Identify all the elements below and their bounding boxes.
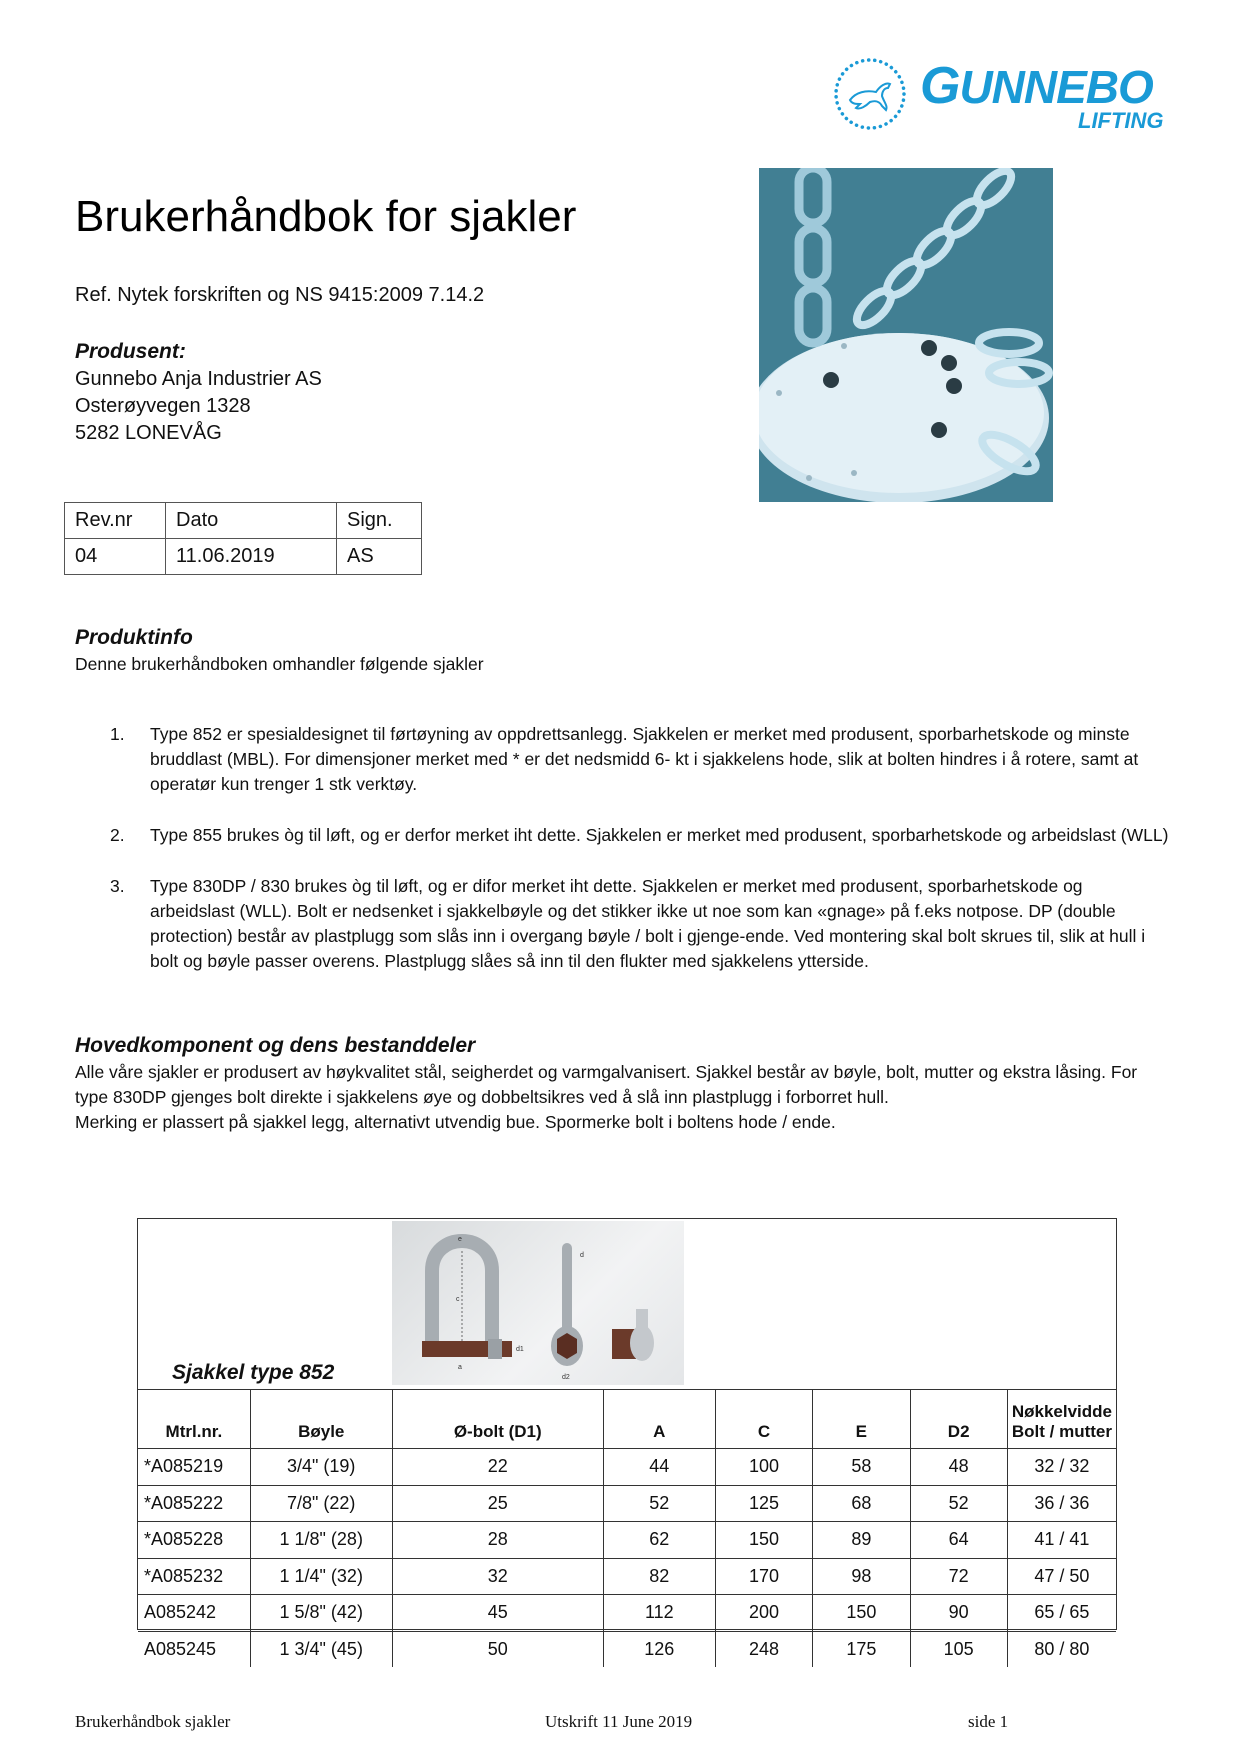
footer-print-date: Utskrift 11 June 2019 bbox=[545, 1712, 693, 1731]
cell-d2: 72 bbox=[910, 1558, 1007, 1595]
revision-table bbox=[64, 502, 422, 575]
list-number: 2. bbox=[110, 825, 125, 845]
cell-d2: 52 bbox=[910, 1485, 1007, 1522]
cell-a: 52 bbox=[603, 1485, 715, 1522]
revision-header-row bbox=[65, 503, 422, 539]
cell-wrench-size: 41 / 41 bbox=[1007, 1522, 1116, 1559]
header-sign: Sign. bbox=[337, 503, 422, 539]
footer-page-number: side 1 bbox=[968, 1712, 1009, 1731]
list-item bbox=[110, 823, 1170, 848]
list-item bbox=[110, 722, 1170, 797]
table-row bbox=[138, 1595, 1116, 1632]
cell-d2: 105 bbox=[910, 1631, 1007, 1667]
list-number: 1. bbox=[110, 724, 125, 744]
cell-wrench-size: 32 / 32 bbox=[1007, 1449, 1116, 1486]
svg-text:d: d bbox=[580, 1252, 584, 1259]
cell-e: 89 bbox=[813, 1522, 910, 1559]
gunnebo-lifting-logo bbox=[832, 52, 1182, 152]
cell-c: 100 bbox=[715, 1449, 812, 1486]
cell-boyle: 1 5/8" (42) bbox=[250, 1595, 392, 1632]
cell-e: 150 bbox=[813, 1595, 910, 1632]
svg-text:d1: d1 bbox=[516, 1346, 524, 1353]
cell-wrench-size: 47 / 50 bbox=[1007, 1558, 1116, 1595]
cell-e: 98 bbox=[813, 1558, 910, 1595]
sign-value: AS bbox=[337, 539, 422, 575]
header-boyle: Bøyle bbox=[250, 1390, 392, 1449]
list-text: Type 852 er spesialdesignet til førtøyning av oppdrettsanlegg. Sjakkelen er merket med produsent, sporbarhetskode og minste bruddlast (MBL). For dimensjoner merket med * er det nedsmidd 6- kt i sjakkelens hode, slik at bolten hindres i å rotere, samt at operatør kun trenger 1 stk verktøy. bbox=[150, 724, 1139, 794]
produktinfo-heading: Produktinfo bbox=[75, 626, 193, 649]
cell-bolt-d1: 28 bbox=[392, 1522, 603, 1559]
cell-c: 170 bbox=[715, 1558, 812, 1595]
producer-city: 5282 LONEVÅG bbox=[75, 422, 222, 444]
svg-text:e: e bbox=[458, 1236, 462, 1243]
cell-c: 150 bbox=[715, 1522, 812, 1559]
table-row bbox=[138, 1485, 1116, 1522]
cell-boyle: 1 3/4" (45) bbox=[250, 1631, 392, 1667]
shackle-spec-table bbox=[137, 1218, 1117, 1659]
header-wrench-size bbox=[1007, 1390, 1116, 1449]
header-wrench-size-line1: Nøkkelvidde bbox=[1011, 1402, 1112, 1421]
spec-table-label: Sjakkel type 852 bbox=[172, 1361, 335, 1384]
producer-heading: Produsent: bbox=[75, 340, 186, 363]
main-component-line2: Merking er plassert på sjakkel legg, alternativt utvendig bue. Spormerke bolt i boltens hode / ende. bbox=[75, 1112, 836, 1132]
header-rev-nr: Rev.nr bbox=[65, 503, 166, 539]
brand-subtitle: LIFTING bbox=[1078, 108, 1164, 133]
svg-text:c: c bbox=[456, 1296, 460, 1303]
header-mtrl-nr: Mtrl.nr. bbox=[138, 1390, 250, 1449]
cell-e: 175 bbox=[813, 1631, 910, 1667]
cell-wrench-size: 80 / 80 bbox=[1007, 1631, 1116, 1667]
table-row bbox=[138, 1558, 1116, 1595]
header-c: C bbox=[715, 1390, 812, 1449]
shackle-dimension-diagram bbox=[392, 1221, 684, 1385]
header-a: A bbox=[603, 1390, 715, 1449]
cell-d2: 90 bbox=[910, 1595, 1007, 1632]
cell-d2: 64 bbox=[910, 1522, 1007, 1559]
dato-value: 11.06.2019 bbox=[166, 539, 337, 575]
cell-a: 62 bbox=[603, 1522, 715, 1559]
list-text: Type 855 brukes òg til løft, og er derfor merket iht dette. Sjakkelen er merket med produsent, sporbarhetskode og arbeidslast (WLL) bbox=[150, 825, 1169, 845]
cell-a: 126 bbox=[603, 1631, 715, 1667]
cell-mtrl-nr: *A085219 bbox=[138, 1449, 250, 1486]
mooring-chain-photo bbox=[759, 168, 1053, 502]
cell-a: 82 bbox=[603, 1558, 715, 1595]
cell-bolt-d1: 22 bbox=[392, 1449, 603, 1486]
header-dato: Dato bbox=[166, 503, 337, 539]
cell-e: 68 bbox=[813, 1485, 910, 1522]
cell-mtrl-nr: *A085228 bbox=[138, 1522, 250, 1559]
cell-a: 112 bbox=[603, 1595, 715, 1632]
cell-bolt-d1: 50 bbox=[392, 1631, 603, 1667]
svg-text:d2: d2 bbox=[562, 1374, 570, 1381]
cell-mtrl-nr: A085242 bbox=[138, 1595, 250, 1632]
cell-boyle: 3/4" (19) bbox=[250, 1449, 392, 1486]
svg-text:a: a bbox=[458, 1364, 462, 1371]
main-component-text bbox=[75, 1060, 1165, 1135]
header-d2: D2 bbox=[910, 1390, 1007, 1449]
cell-boyle: 7/8" (22) bbox=[250, 1485, 392, 1522]
cell-c: 200 bbox=[715, 1595, 812, 1632]
cell-boyle: 1 1/4" (32) bbox=[250, 1558, 392, 1595]
producer-street: Osterøyvegen 1328 bbox=[75, 395, 251, 417]
header-wrench-size-line2: Bolt / mutter bbox=[1011, 1422, 1112, 1441]
producer-name: Gunnebo Anja Industrier AS bbox=[75, 368, 322, 390]
table-row bbox=[138, 1631, 1116, 1667]
cell-c: 248 bbox=[715, 1631, 812, 1667]
table-row bbox=[138, 1522, 1116, 1559]
brand-name: GUNNEBO bbox=[920, 57, 1153, 115]
page-title: Brukerhåndbok for sjakler bbox=[75, 192, 577, 241]
cell-bolt-d1: 32 bbox=[392, 1558, 603, 1595]
cell-mtrl-nr: A085245 bbox=[138, 1631, 250, 1667]
spec-data-table bbox=[138, 1389, 1116, 1667]
main-component-heading: Hovedkomponent og dens bestanddeler bbox=[75, 1034, 476, 1057]
cell-c: 125 bbox=[715, 1485, 812, 1522]
cell-bolt-d1: 45 bbox=[392, 1595, 603, 1632]
header-bolt-d1: Ø-bolt (D1) bbox=[392, 1390, 603, 1449]
cell-wrench-size: 65 / 65 bbox=[1007, 1595, 1116, 1632]
cell-mtrl-nr: *A085232 bbox=[138, 1558, 250, 1595]
main-component-line1: Alle våre sjakler er produsert av høykvalitet stål, seigherdet og varmgalvanisert. Sjakkel består av bøyle, bolt, mutter og ekstra låsing. For type 830DP gjenges bolt direkte i sjakkelens øye og dobbeltsikres ved å slå inn plastplugg i forborret hull. bbox=[75, 1062, 1138, 1107]
shackle-type-list bbox=[110, 722, 1170, 1000]
cell-boyle: 1 1/8" (28) bbox=[250, 1522, 392, 1559]
list-number: 3. bbox=[110, 876, 125, 896]
horse-in-dotted-circle-icon bbox=[832, 56, 908, 132]
rev-nr-value: 04 bbox=[65, 539, 166, 575]
header-e: E bbox=[813, 1390, 910, 1449]
cell-e: 58 bbox=[813, 1449, 910, 1486]
cell-mtrl-nr: *A085222 bbox=[138, 1485, 250, 1522]
produktinfo-intro: Denne brukerhåndboken omhandler følgende sjakler bbox=[75, 654, 484, 674]
revision-row bbox=[65, 539, 422, 575]
list-text: Type 830DP / 830 brukes òg til løft, og er difor merket iht dette. Sjakkelen er merket med produsent, sporbarhetskode og arbeidslast (WLL). Bolt er nedsenket i sjakkelbøyle og det stikker ikke ut noe som kan «gnage» på f.eks notpose. DP (double protection) består av plastplugg som slås inn i overgang bøyle / bolt i gjenge-ende. Ved montering skal bolt skrues til, slik at hull i bolt og bøyle passer overens. Plastplugg slåes så inn til den flukter med sjakkelens ytterside. bbox=[150, 876, 1146, 971]
footer-document-name: Brukerhåndbok sjakler bbox=[75, 1712, 231, 1731]
cell-wrench-size: 36 / 36 bbox=[1007, 1485, 1116, 1522]
cell-d2: 48 bbox=[910, 1449, 1007, 1486]
list-item bbox=[110, 874, 1170, 974]
cell-bolt-d1: 25 bbox=[392, 1485, 603, 1522]
spec-header-row bbox=[138, 1390, 1116, 1449]
cell-a: 44 bbox=[603, 1449, 715, 1486]
table-row bbox=[138, 1449, 1116, 1486]
reference-line: Ref. Nytek forskriften og NS 9415:2009 7.14.2 bbox=[75, 284, 485, 306]
